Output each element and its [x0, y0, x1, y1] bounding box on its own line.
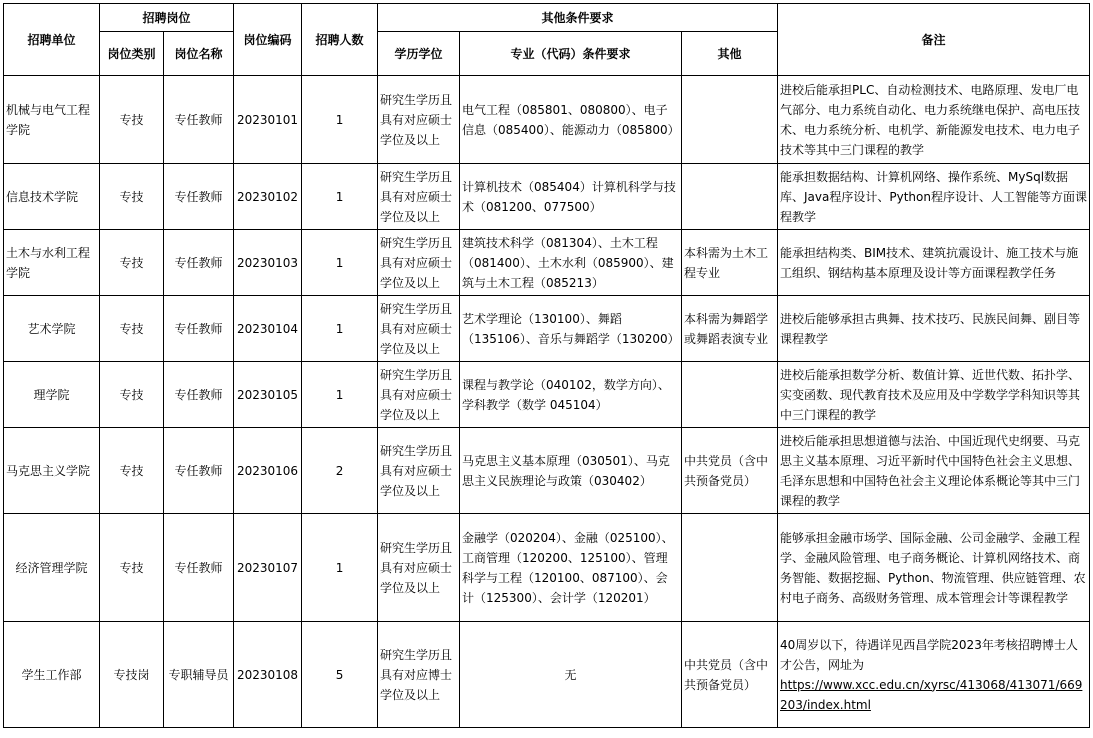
cell-code: 20230106	[234, 428, 302, 514]
cell-unit: 学生工作部	[4, 622, 100, 728]
cell-other: 本科需为土木工程专业	[682, 230, 778, 296]
cell-count: 1	[302, 164, 378, 230]
cell-category: 专技岗	[100, 622, 164, 728]
cell-education: 研究生学历且具有对应硕士学位及以上	[378, 428, 460, 514]
cell-education: 研究生学历且具有对应硕士学位及以上	[378, 164, 460, 230]
cell-remarks: 能够承担金融市场学、国际金融、公司金融学、金融工程学、金融风险管理、电子商务概论、计算机网络技术、商务智能、数据挖掘、Python、物流管理、供应链管理、农村电子商务、高级财务管理、成本管理会计等课程教学	[778, 514, 1090, 622]
cell-education: 研究生学历且具有对应硕士学位及以上	[378, 76, 460, 164]
remarks-text: 40周岁以下，待遇详见西昌学院2023年考核招聘博士人才公告，网址为	[780, 637, 1078, 672]
cell-education: 研究生学历且具有对应硕士学位及以上	[378, 514, 460, 622]
header-education: 学历学位	[378, 32, 460, 76]
cell-count: 2	[302, 428, 378, 514]
cell-major: 建筑技术科学（081304）、土木工程（081400）、土木水利（085900）、建筑与土木工程（085213）	[460, 230, 682, 296]
header-other: 其他	[682, 32, 778, 76]
header-code: 岗位编码	[234, 4, 302, 76]
cell-remarks: 能承担数据结构、计算机网络、操作系统、MySql数据库、Java程序设计、Python程序设计、人工智能等方面课程教学	[778, 164, 1090, 230]
header-unit: 招聘单位	[4, 4, 100, 76]
table-row	[4, 622, 1090, 728]
cell-count: 1	[302, 230, 378, 296]
cell-other	[682, 164, 778, 230]
cell-code: 20230108	[234, 622, 302, 728]
cell-count: 5	[302, 622, 378, 728]
table-row	[4, 514, 1090, 622]
cell-name: 专任教师	[164, 428, 234, 514]
cell-major: 艺术学理论（130100）、舞蹈（135106）、音乐与舞蹈学（130200）	[460, 296, 682, 362]
header-major: 专业（代码）条件要求	[460, 32, 682, 76]
cell-unit: 信息技术学院	[4, 164, 100, 230]
header-remarks: 备注	[778, 4, 1090, 76]
cell-name: 专任教师	[164, 164, 234, 230]
table-row	[4, 428, 1090, 514]
header-conditions-group: 其他条件要求	[378, 4, 778, 32]
table-row	[4, 230, 1090, 296]
cell-major: 电气工程（085801、080800）、电子信息（085400）、能源动力（085800）	[460, 76, 682, 164]
cell-major: 金融学（020204）、金融（025100）、工商管理（120200、125100）、管理科学与工程（120100、087100）、会计（125300）、会计学（120201）	[460, 514, 682, 622]
header-position-group: 招聘岗位	[100, 4, 234, 32]
announcement-link[interactable]: https://www.xcc.edu.cn/xyrsc/413068/413071/669203/index.html	[780, 677, 1083, 712]
cell-name: 专任教师	[164, 230, 234, 296]
cell-education: 研究生学历且具有对应硕士学位及以上	[378, 296, 460, 362]
cell-category: 专技	[100, 362, 164, 428]
header-category: 岗位类别	[100, 32, 164, 76]
cell-unit: 土木与水利工程学院	[4, 230, 100, 296]
cell-code: 20230107	[234, 514, 302, 622]
cell-remarks: 进校后能够承担古典舞、技术技巧、民族民间舞、剧目等课程教学	[778, 296, 1090, 362]
cell-category: 专技	[100, 164, 164, 230]
cell-other: 中共党员（含中共预备党员）	[682, 428, 778, 514]
cell-education: 研究生学历且具有对应硕士学位及以上	[378, 230, 460, 296]
cell-category: 专技	[100, 428, 164, 514]
cell-other: 中共党员（含中共预备党员）	[682, 622, 778, 728]
cell-other: 本科需为舞蹈学或舞蹈表演专业	[682, 296, 778, 362]
table-row	[4, 296, 1090, 362]
table-row	[4, 362, 1090, 428]
cell-remarks	[778, 622, 1090, 728]
cell-education: 研究生学历且具有对应博士学位及以上	[378, 622, 460, 728]
cell-category: 专技	[100, 76, 164, 164]
cell-count: 1	[302, 76, 378, 164]
header-name: 岗位名称	[164, 32, 234, 76]
cell-major: 计算机技术（085404）计算机科学与技术（081200、077500）	[460, 164, 682, 230]
cell-code: 20230101	[234, 76, 302, 164]
cell-code: 20230104	[234, 296, 302, 362]
cell-unit: 机械与电气工程学院	[4, 76, 100, 164]
cell-category: 专技	[100, 296, 164, 362]
cell-other	[682, 514, 778, 622]
table-row	[4, 164, 1090, 230]
cell-count: 1	[302, 514, 378, 622]
cell-code: 20230105	[234, 362, 302, 428]
cell-unit: 理学院	[4, 362, 100, 428]
cell-major: 无	[460, 622, 682, 728]
cell-unit: 艺术学院	[4, 296, 100, 362]
cell-category: 专技	[100, 514, 164, 622]
cell-unit: 经济管理学院	[4, 514, 100, 622]
cell-unit: 马克思主义学院	[4, 428, 100, 514]
cell-name: 专任教师	[164, 362, 234, 428]
table-row	[4, 76, 1090, 164]
cell-name: 专任教师	[164, 296, 234, 362]
cell-category: 专技	[100, 230, 164, 296]
cell-major: 课程与教学论（040102，数学方向）、学科教学（数学 045104）	[460, 362, 682, 428]
cell-code: 20230102	[234, 164, 302, 230]
cell-remarks: 能承担结构类、BIM技术、建筑抗震设计、施工技术与施工组织、钢结构基本原理及设计等方面课程教学任务	[778, 230, 1090, 296]
cell-education: 研究生学历且具有对应硕士学位及以上	[378, 362, 460, 428]
cell-remarks: 进校后能承担数学分析、数值计算、近世代数、拓扑学、实变函数、现代教育技术及应用及中学数学学科知识等其中三门课程的教学	[778, 362, 1090, 428]
cell-name: 专任教师	[164, 514, 234, 622]
cell-major: 马克思主义基本原理（030501）、马克思主义民族理论与政策（030402）	[460, 428, 682, 514]
cell-other	[682, 76, 778, 164]
cell-remarks: 进校后能承担思想道德与法治、中国近现代史纲要、马克思主义基本原理、习近平新时代中国特色社会主义思想、毛泽东思想和中国特色社会主义理论体系概论等其中三门课程的教学	[778, 428, 1090, 514]
cell-code: 20230103	[234, 230, 302, 296]
cell-count: 1	[302, 362, 378, 428]
recruitment-table	[3, 3, 1090, 728]
cell-other	[682, 362, 778, 428]
cell-remarks: 进校后能承担PLC、自动检测技术、电路原理、发电厂电气部分、电力系统自动化、电力系统继电保护、高电压技术、电力系统分析、电机学、新能源发电技术、电力电子技术等其中三门课程的教学	[778, 76, 1090, 164]
cell-name: 专任教师	[164, 76, 234, 164]
header-count: 招聘人数	[302, 4, 378, 76]
cell-name: 专职辅导员	[164, 622, 234, 728]
cell-count: 1	[302, 296, 378, 362]
